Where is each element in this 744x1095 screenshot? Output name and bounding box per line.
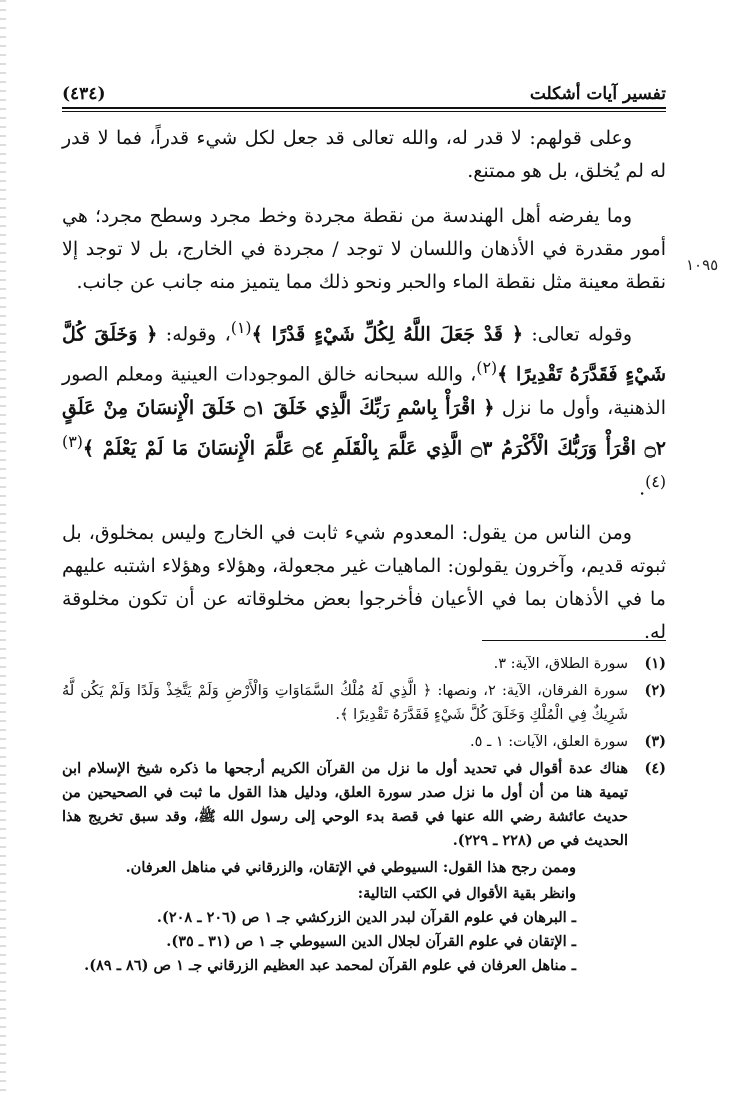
footnote-4-note-1: وممن رجح هذا القول: السيوطي في الإتقان، والزرقاني في مناهل العرفان. (125, 859, 576, 876)
header-rule (62, 107, 666, 112)
footnote-ref-1: (١) (230, 318, 252, 337)
reference-item: ـ البرهان في علوم القرآن لبدر الدين الزركشي جـ ١ ص (٢٠٦ ـ ٢٠٨). (156, 909, 576, 926)
para3-mid2: ، والله سبحانه خالق الموجودات العينية ومعلم الصور الذهنية، وأول ما نزل (62, 363, 666, 419)
footnote-ref-2: (٢) (476, 358, 498, 378)
footnote-ref-3-4: (٣) (٤) (62, 431, 666, 491)
reference-item: ـ مناهل العرفان في علوم القرآن لمحمد عبد العظيم الزرقاني جـ ١ ص (٨٦ ـ ٨٩). (84, 957, 576, 974)
paragraph-3 (62, 311, 666, 505)
paragraph-2: وما يفرضه أهل الهندسة من نقطة مجردة وخط مجرد وسطح مجرد؛ هي أمور مقدرة في الأذهان واللسان لا توجد / مجردة في الخارج، بل لا توجد إلا نقطة معينة مثل نقطة الماء والحبر ونحو ذلك مما يتميز منه جانب عن جانب. (62, 205, 666, 293)
main-text (62, 122, 666, 661)
footnote-number: (١) (644, 655, 666, 672)
quran-verse-1: ﴿ قَدْ جَعَلَ اللَّهُ لِكُلِّ شَيْءٍ قَدْرًا ﴾ (251, 323, 524, 346)
footnote-2 (62, 679, 666, 727)
para3-intro: وقوله تعالى: (523, 323, 633, 346)
footnote-number: (٣) (644, 733, 666, 750)
quran-verse-3: ﴿ اقْرَأْ بِاسْمِ رَبِّكَ الَّذِي خَلَقَ ۝١ خَلَقَ الْإِنسَانَ مِنْ عَلَقٍ ۝٢ اقْرَأْ وَرَبُّكَ الْأَكْرَمُ ۝٣ الَّذِي عَلَّمَ بِالْقَلَمِ ۝٤ عَلَّمَ الْإِنسَانَ مَا لَمْ يَعْلَمْ ﴾ (62, 396, 666, 459)
footnote-1 (62, 652, 666, 676)
paragraph-1: وعلى قولهم: لا قدر له، والله تعالى قد جعل لكل شيء قدراً، فما لا قدر له لم يُخلق، بل هو ممتنع. (62, 127, 666, 182)
footnote-4 (62, 757, 666, 853)
quran-verse-2: ﴿ وَخَلَقَ كُلَّ شَيْءٍ فَقَدَّرَهُ تَقْدِيرًا ﴾ (62, 323, 666, 386)
para3-mid1: ، وقوله: (157, 323, 231, 346)
footnote-number: (٢) (644, 682, 666, 699)
reference-item: ـ الإتقان في علوم القرآن لجلال الدين السيوطي جـ ١ ص (٣١ ـ ٣٥). (166, 933, 576, 950)
footnote-separator (482, 640, 666, 641)
footnote-number: (٤) (644, 760, 666, 777)
footnote-text: سورة الفرقان، الآية: ٢، ونصها: ﴿ الَّذِي لَهُ مُلْكُ السَّمَاوَاتِ وَالْأَرْضِ وَلَمْ يَتَّخِذْ وَلَدًا وَلَمْ يَكُن لَّهُ شَرِيكٌ فِي الْمُلْكِ وَخَلَقَ كُلَّ شَيْءٍ فَقَدَّرَهُ تَقْدِيرًا ﴾. (62, 683, 628, 723)
footnotes (62, 652, 666, 978)
header-title: تفسير آيات أشكلت (529, 84, 666, 104)
footnote-4-note-2: وانظر بقية الأقوال في الكتب التالية: (357, 885, 576, 902)
footnote-text: سورة العلق، الآيات: ١ ـ ٥. (469, 734, 628, 750)
scan-edge (0, 0, 6, 1095)
footnote-3 (62, 730, 666, 754)
footnote-text: سورة الطلاق، الآية: ٣. (493, 656, 628, 672)
page-number: (٤٣٤) (62, 84, 106, 104)
running-header (62, 74, 666, 104)
paragraph-4: ومن الناس من يقول: المعدوم شيء ثابت في الخارج وليس بمخلوق، بل ثبوته قديم، وآخرون يقولون: الماهيات غير مجعولة، وهؤلاء وهؤلاء اشتبه عليهم ما في الأذهان بما في الأعيان فأخرجوا بعض مخلوقاته عن أن تكون مخلوقة له. (62, 522, 666, 644)
footnote-text: هناك عدة أقوال في تحديد أول ما نزل من القرآن الكريم أرجحها ما ذكره شيخ الإسلام ابن تيمية هنا من أن أول ما نزل صدر سورة العلق، ودليل هذا القول ما ثبت في الصحيحين من حديث عائشة رضي الله عنها في قصة بدء الوحي إلى رسول الله ﷺ، وقد سبق تخريج هذا الحديث في ص (٢٢٨ ـ ٢٢٩). (62, 760, 628, 849)
marginal-page-ref: ١٠٩٥ (686, 256, 719, 274)
para3-end: . (639, 477, 646, 500)
